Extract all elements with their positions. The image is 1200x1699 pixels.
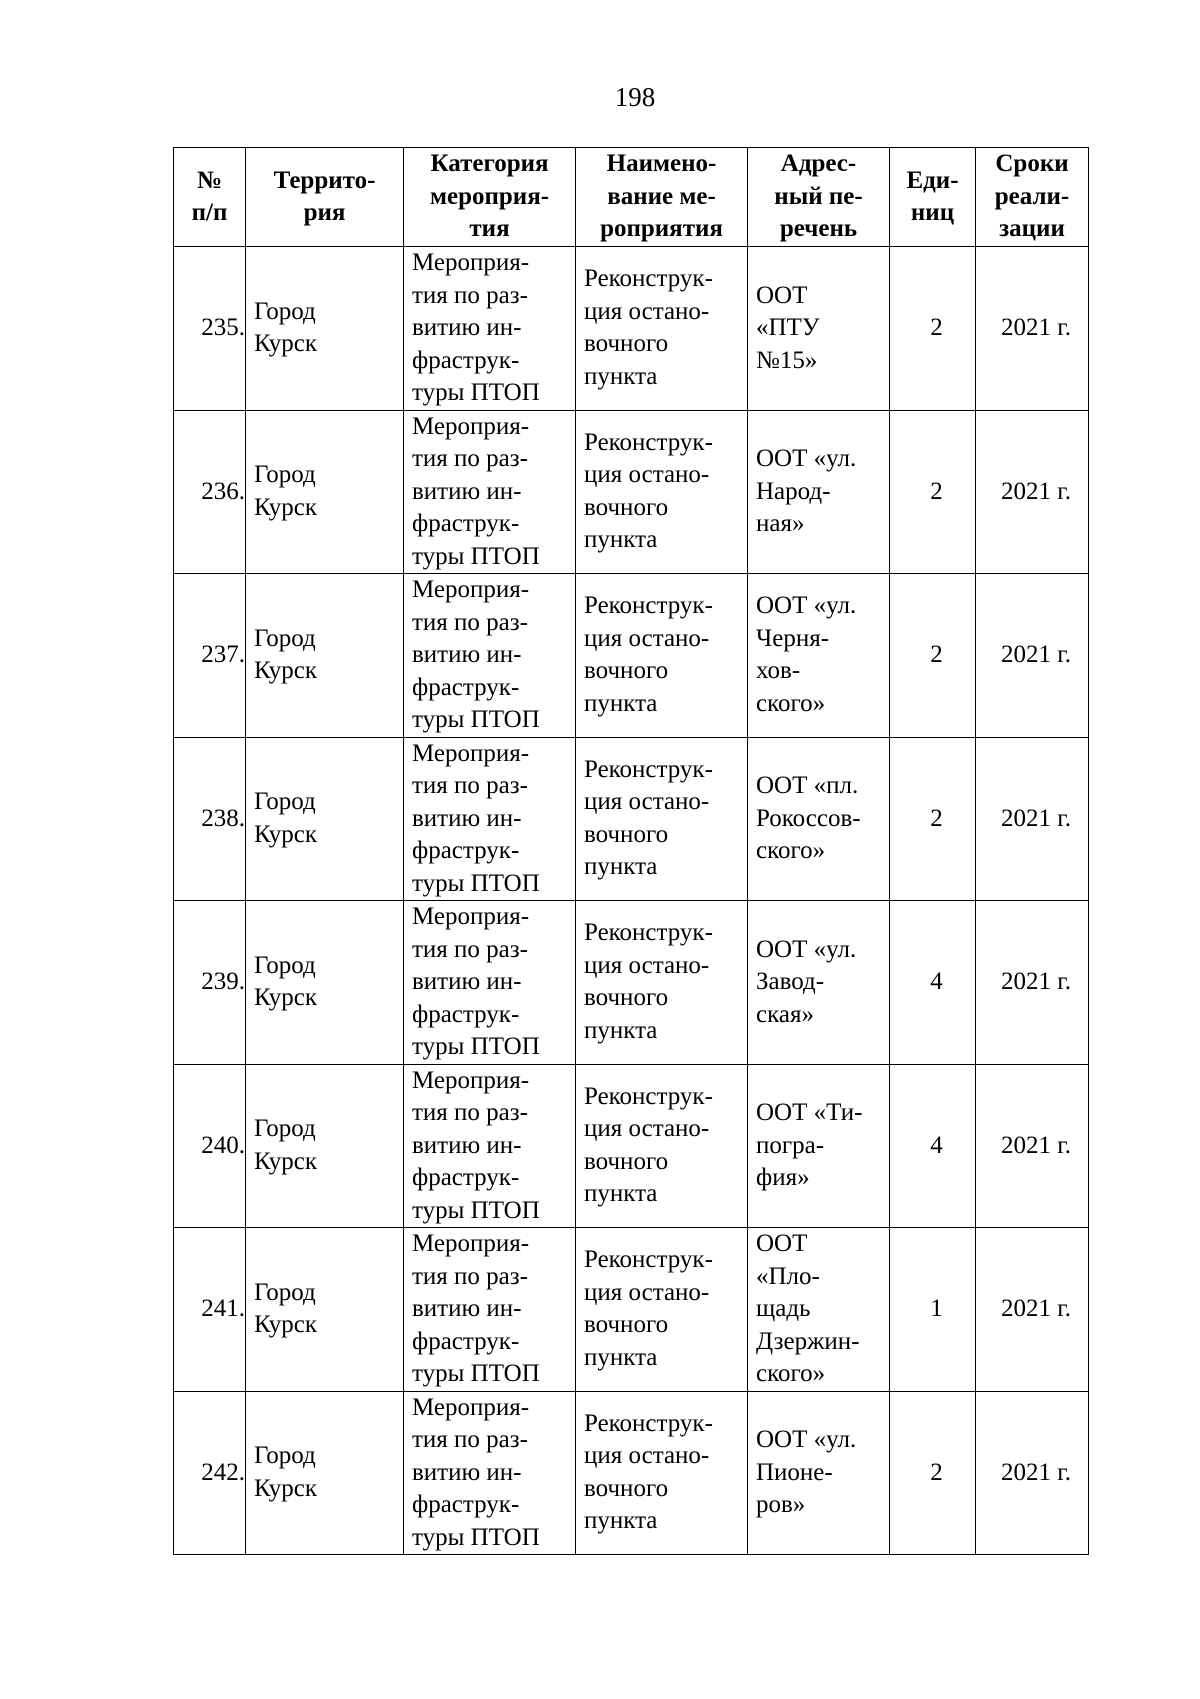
row-number: 241. [174, 1228, 246, 1392]
row-category: Мероприя- тия по раз- витию ин- фраструк- туры ПТОП [404, 737, 576, 901]
row-address: ООТ «ул. Народ- ная» [748, 410, 890, 574]
row-period: 2021 г. [976, 574, 1089, 738]
row-number: 242. [174, 1391, 246, 1555]
header-name: Наимено- вание ме- роприятия [576, 148, 748, 247]
row-name: Реконструк- ция остано- вочного пункта [576, 901, 748, 1065]
row-category: Мероприя- тия по раз- витию ин- фраструк- туры ПТОП [404, 1064, 576, 1228]
header-number: № п/п [174, 148, 246, 247]
row-category: Мероприя- тия по раз- витию ин- фраструк- туры ПТОП [404, 410, 576, 574]
header-units: Еди- ниц [890, 148, 976, 247]
row-units: 2 [890, 247, 976, 411]
table-row [174, 1064, 1089, 1228]
row-number: 240. [174, 1064, 246, 1228]
row-units: 2 [890, 737, 976, 901]
row-period: 2021 г. [976, 1391, 1089, 1555]
row-territory: Город Курск [246, 1228, 404, 1392]
row-territory: Город Курск [246, 1391, 404, 1555]
header-territory: Террито- рия [246, 148, 404, 247]
row-address: ООТ «ПТУ №15» [748, 247, 890, 411]
table-header-row [174, 148, 1089, 247]
row-category: Мероприя- тия по раз- витию ин- фраструк- туры ПТОП [404, 901, 576, 1065]
row-address: ООТ «ул. Черня- хов- ского» [748, 574, 890, 738]
row-territory: Город Курск [246, 410, 404, 574]
row-territory: Город Курск [246, 574, 404, 738]
table-row [174, 247, 1089, 411]
row-name: Реконструк- ция остано- вочного пункта [576, 410, 748, 574]
row-category: Мероприя- тия по раз- витию ин- фраструк- туры ПТОП [404, 1228, 576, 1392]
row-units: 2 [890, 410, 976, 574]
table-row [174, 737, 1089, 901]
row-name: Реконструк- ция остано- вочного пункта [576, 1228, 748, 1392]
header-address: Адрес- ный пе- речень [748, 148, 890, 247]
header-period: Сроки реали- зации [976, 148, 1089, 247]
row-name: Реконструк- ция остано- вочного пункта [576, 247, 748, 411]
row-period: 2021 г. [976, 1064, 1089, 1228]
row-number: 236. [174, 410, 246, 574]
row-category: Мероприя- тия по раз- витию ин- фраструк- туры ПТОП [404, 574, 576, 738]
header-category: Категория мероприя- тия [404, 148, 576, 247]
row-units: 4 [890, 1064, 976, 1228]
measures-table [173, 147, 1089, 1555]
row-territory: Город Курск [246, 247, 404, 411]
row-units: 4 [890, 901, 976, 1065]
row-address: ООТ «пл. Рокоссов- ского» [748, 737, 890, 901]
table-body [174, 247, 1089, 1555]
table-row [174, 1391, 1089, 1555]
row-units: 2 [890, 574, 976, 738]
row-number: 235. [174, 247, 246, 411]
row-name: Реконструк- ция остано- вочного пункта [576, 574, 748, 738]
row-address: ООТ «ул. Пионе- ров» [748, 1391, 890, 1555]
row-address: ООТ «ул. Завод- ская» [748, 901, 890, 1065]
row-period: 2021 г. [976, 1228, 1089, 1392]
row-units: 1 [890, 1228, 976, 1392]
row-period: 2021 г. [976, 901, 1089, 1065]
row-name: Реконструк- ция остано- вочного пункта [576, 737, 748, 901]
row-units: 2 [890, 1391, 976, 1555]
row-address: ООТ «Ти- погра- фия» [748, 1064, 890, 1228]
row-territory: Город Курск [246, 1064, 404, 1228]
table-row [174, 574, 1089, 738]
row-territory: Город Курск [246, 737, 404, 901]
row-period: 2021 г. [976, 247, 1089, 411]
table-row [174, 410, 1089, 574]
row-name: Реконструк- ция остано- вочного пункта [576, 1064, 748, 1228]
row-address: ООТ «Пло- щадь Дзержин- ского» [748, 1228, 890, 1392]
row-period: 2021 г. [976, 410, 1089, 574]
table-row [174, 901, 1089, 1065]
row-name: Реконструк- ция остано- вочного пункта [576, 1391, 748, 1555]
row-territory: Город Курск [246, 901, 404, 1065]
row-number: 239. [174, 901, 246, 1065]
row-category: Мероприя- тия по раз- витию ин- фраструк- туры ПТОП [404, 1391, 576, 1555]
table-row [174, 1228, 1089, 1392]
row-category: Мероприя- тия по раз- витию ин- фраструк- туры ПТОП [404, 247, 576, 411]
row-number: 237. [174, 574, 246, 738]
row-period: 2021 г. [976, 737, 1089, 901]
page-number: 198 [614, 82, 656, 112]
row-number: 238. [174, 737, 246, 901]
